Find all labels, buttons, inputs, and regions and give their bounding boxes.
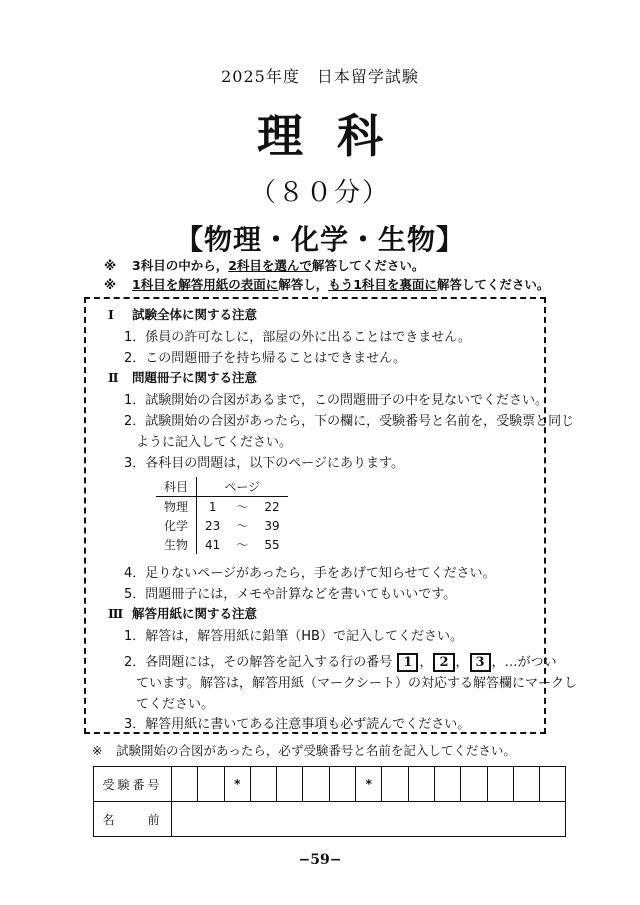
- notice-item: 2．試験開始の合図があったら，下の欄に，受験番号と名前を，受験票と同じ: [124, 414, 575, 429]
- exam-number-cell[interactable]: [198, 767, 224, 802]
- note-mark: ※: [104, 258, 117, 273]
- section-heading-booklet: Ⅱ 問題冊子に関する注意: [108, 370, 258, 385]
- answer-row-number-box: 1: [397, 653, 418, 672]
- notice-item: 3．各科目の問題は，以下のページにあります。: [124, 456, 404, 471]
- notice-item: 4．足りないページがあったら，手をあげて知らせてください。: [124, 566, 496, 581]
- notice-item-continuation: ています。解答は，解答用紙（マークシート）の対応する解答欄にマークし: [136, 676, 577, 691]
- note-mark: ※: [104, 277, 117, 292]
- notice-item-continuation: ように記入してください。: [136, 435, 293, 450]
- name-field[interactable]: [172, 802, 566, 837]
- section-heading-general: Ⅰ 試験全体に関する注意: [108, 307, 258, 322]
- subject-title: 理科: [257, 109, 417, 163]
- notice-item-continuation: てください。: [136, 697, 215, 712]
- table-header: ページ: [197, 477, 288, 497]
- exam-number-cell[interactable]: [303, 767, 329, 802]
- note-mark: ※: [92, 743, 103, 758]
- notice-item: 2．この問題冊子を持ち帰ることはできません。: [124, 351, 407, 366]
- page-range-table: [156, 477, 288, 554]
- candidate-id-table: [93, 766, 566, 837]
- answer-row-number-box: 3: [470, 653, 491, 672]
- separator-asterisk: *: [234, 777, 241, 791]
- exam-number-cell: [356, 767, 382, 802]
- notice-item: 3．解答用紙に書いてある注意事項も必ず読んでください。: [124, 717, 471, 732]
- answer-row-number-box: 2: [433, 653, 454, 672]
- separator-asterisk: *: [365, 777, 372, 791]
- table-row: 生物 41 〜 55: [156, 535, 288, 554]
- exam-number-cell[interactable]: [329, 767, 355, 802]
- table-row: 物理 1 〜 22: [156, 497, 288, 517]
- exam-title: 2025年度 日本留学試験: [221, 67, 419, 86]
- footer-note: ※ 試験開始の合図があったら，必ず受験番号と名前を記入してください。: [92, 743, 516, 758]
- section-heading-answer-sheet: Ⅲ 解答用紙に関する注意: [108, 606, 258, 621]
- page-range-table-wrap: [156, 477, 288, 554]
- notice-item: 5．問題冊子には，メモや計算などを書いてもいいです。: [124, 587, 457, 602]
- instruction-choose-subjects: ※ 3科目の中から，2科目を選んで解答してください。: [104, 258, 425, 273]
- notice-item: 1．係員の許可なしに，部屋の外に出ることはできません。: [124, 330, 472, 345]
- exam-number-cell[interactable]: [382, 767, 408, 802]
- exam-number-cell[interactable]: [277, 767, 303, 802]
- subjects-label: 【物理・化学・生物】: [174, 223, 465, 256]
- exam-duration: （８０分）: [249, 178, 390, 208]
- exam-number-cell[interactable]: [513, 767, 539, 802]
- exam-number-row: [94, 767, 566, 802]
- notice-item-with-boxes: 2．各問題には，その解答を記入する行の番号 1 ， 2 ， 3 ，…がつい: [124, 655, 557, 670]
- exam-number-cell[interactable]: [540, 767, 566, 802]
- table-row: 化学 23 〜 39: [156, 516, 288, 535]
- page-number: −59−: [298, 852, 342, 868]
- exam-number-cell[interactable]: [408, 767, 434, 802]
- table-header: 科目: [156, 477, 197, 497]
- exam-number-label: 受験番号: [94, 767, 172, 802]
- exam-number-cell[interactable]: [434, 767, 460, 802]
- instruction-answer-sides: ※ 1科目を解答用紙の表面に解答し，もう1科目を裏面に解答してください。: [104, 277, 550, 292]
- exam-number-cell[interactable]: [250, 767, 276, 802]
- notice-item: 1．解答は，解答用紙に鉛筆（HB）で記入してください。: [124, 629, 463, 644]
- name-row: [94, 802, 566, 837]
- notice-item: 1．試験開始の合図があるまで，この問題冊子の中を見ないでください。: [124, 393, 549, 408]
- exam-number-cell[interactable]: [487, 767, 513, 802]
- name-label: 名 前: [94, 802, 172, 837]
- exam-number-cell: [224, 767, 250, 802]
- exam-number-cell[interactable]: [172, 767, 198, 802]
- exam-number-cell[interactable]: [461, 767, 487, 802]
